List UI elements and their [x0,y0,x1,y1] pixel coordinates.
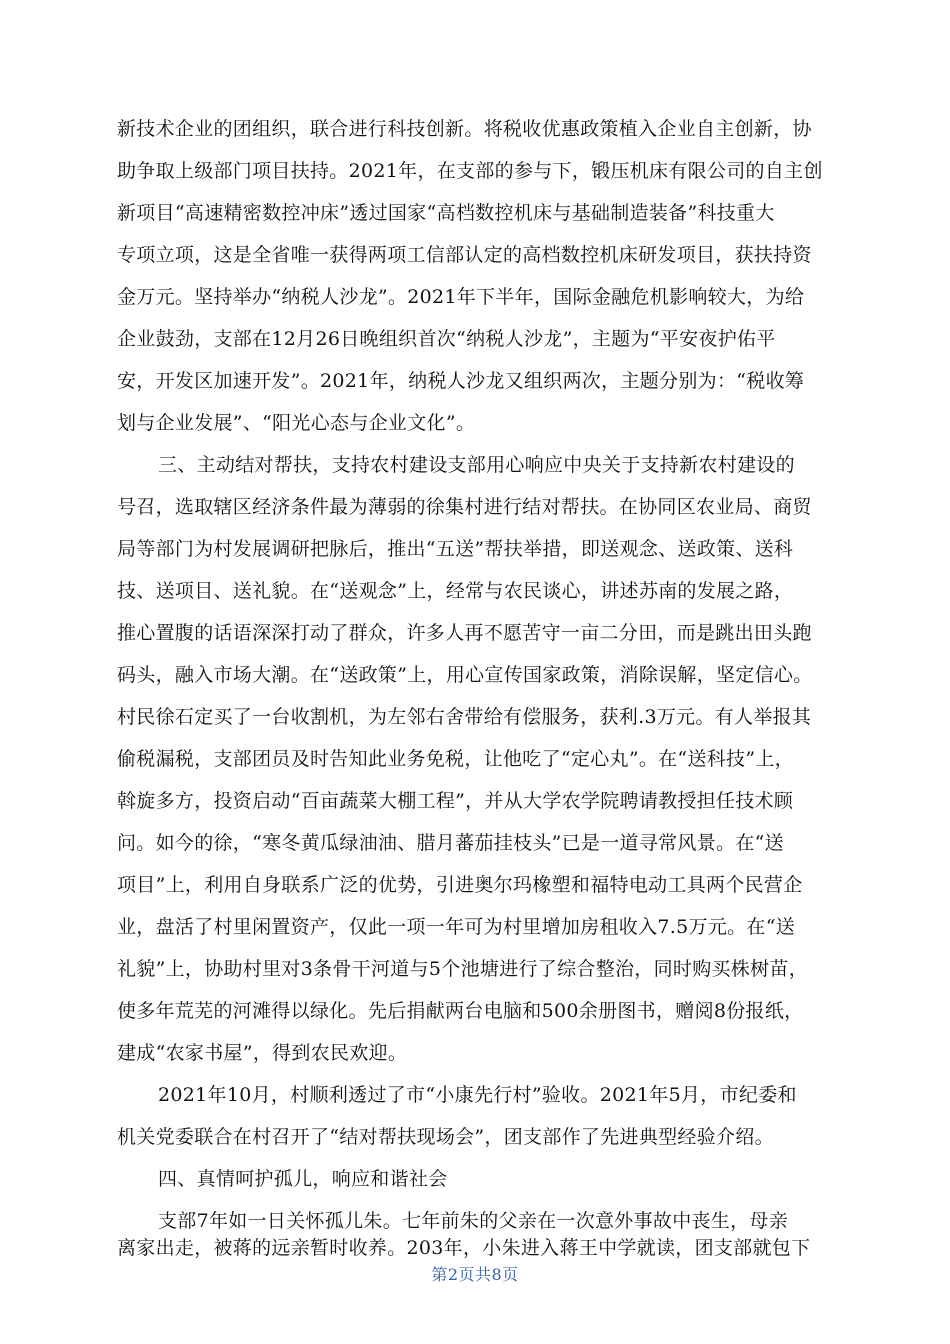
section-heading-line: 三、主动结对帮扶，支持农村建设支部用心响应中央关于支持新农村建设的 [158,454,795,476]
text-line: 斡旋多方，投资启动“百亩蔬菜大棚工程”，并从大学农学院聘请教授担任技术顾 [117,790,794,812]
page-number-footer: 第2页共8页 [431,1265,519,1284]
text-line: 项目”上，利用自身联系广泛的优势，引进奥尔玛橡塑和福特电动工具两个民营企 [117,874,803,896]
text-line: 推心置腹的话语深深打动了群众，许多人再不愿苦守一亩二分田，而是跳出田头跑 [117,622,812,644]
text-line: 号召，选取辖区经济条件最为薄弱的徐集村进行结对帮扶。在协同区农业局、商贸 [117,496,812,518]
text-line: 离家出走，被蒋的远亲暂时收养。203年，小朱进入蒋王中学就读，团支部就包下 [117,1237,811,1259]
text-line: 助争取上级部门项目扶持。2021年，在支部的参与下，锻压机床有限公司的自主创 [117,160,823,182]
text-line: 金万元。坚持举办“纳税人沙龙”。2021年下半年，国际金融危机影响较大，为给 [117,286,805,308]
text-line: 2021年10月，村顺利透过了市“小康先行村”验收。2021年5月，市纪委和 [158,1084,797,1106]
text-line: 技、送项目、送礼貌。在“送观念”上，经常与农民谈心，讲述苏南的发展之路， [117,580,794,602]
text-line: 建成“农家书屋”，得到农民欢迎。 [117,1042,408,1064]
text-line: 新项目“高速精密数控冲床”透过国家“高档数控机床与基础制造装备”科技重大 [117,202,775,224]
text-line: 安，开发区加速开发”。2021年，纳税人沙龙又组织两次，主题分别为：“税收筹 [117,370,805,392]
text-line: 使多年荒芜的河滩得以绿化。先后捐献两台电脑和500余册图书，赠阅8份报纸， [117,1000,804,1022]
text-line: 企业鼓劲，支部在12月26日晚组织首次“纳税人沙龙”，主题为“平安夜护佑平 [117,328,776,350]
text-line: 专项立项，这是全省唯一获得两项工信部认定的高档数控机床研发项目，获扶持资 [117,244,812,266]
text-line: 偷税漏税，支部团员及时告知此业务免税，让他吃了“定心丸”。在“送科技”上， [117,748,794,770]
text-line: 支部7年如一日关怀孤儿朱。七年前朱的父亲在一次意外事故中丧生，母亲 [158,1210,788,1232]
text-line: 机关党委联合在村召开了“结对帮扶现场会”，团支部作了先进典型经验介绍。 [117,1126,774,1148]
text-line: 码头，融入市场大潮。在“送政策”上，用心宣传国家政策，消除误解，坚定信心。 [117,664,813,686]
section-heading-line: 四、真情呵护孤儿，响应和谐社会 [158,1168,448,1190]
text-line: 业，盘活了村里闲置资产，仅此一项一年可为村里增加房租收入7.5万元。在“送 [117,916,796,938]
text-line: 新技术企业的团组织，联合进行科技创新。将税收优惠政策植入企业自主创新，协 [117,118,812,140]
text-line: 礼貌”上，协助村里对3条骨干河道与5个池塘进行了综合整治，同时购买株树苗， [117,958,808,980]
text-line: 村民徐石定买了一台收割机，为左邻右舍带给有偿服务，获利.3万元。有人举报其 [117,706,812,728]
text-line: 局等部门为村发展调研把脉后，推出“五送”帮扶举措，即送观念、送政策、送科 [117,538,794,560]
text-line: 问。如今的徐，“寒冬黄瓜绿油油、腊月蕃茄挂枝头”已是一道寻常风景。在“送 [117,832,784,854]
text-line: 划与企业发展”、“阳光心态与企业文化”。 [117,412,476,434]
